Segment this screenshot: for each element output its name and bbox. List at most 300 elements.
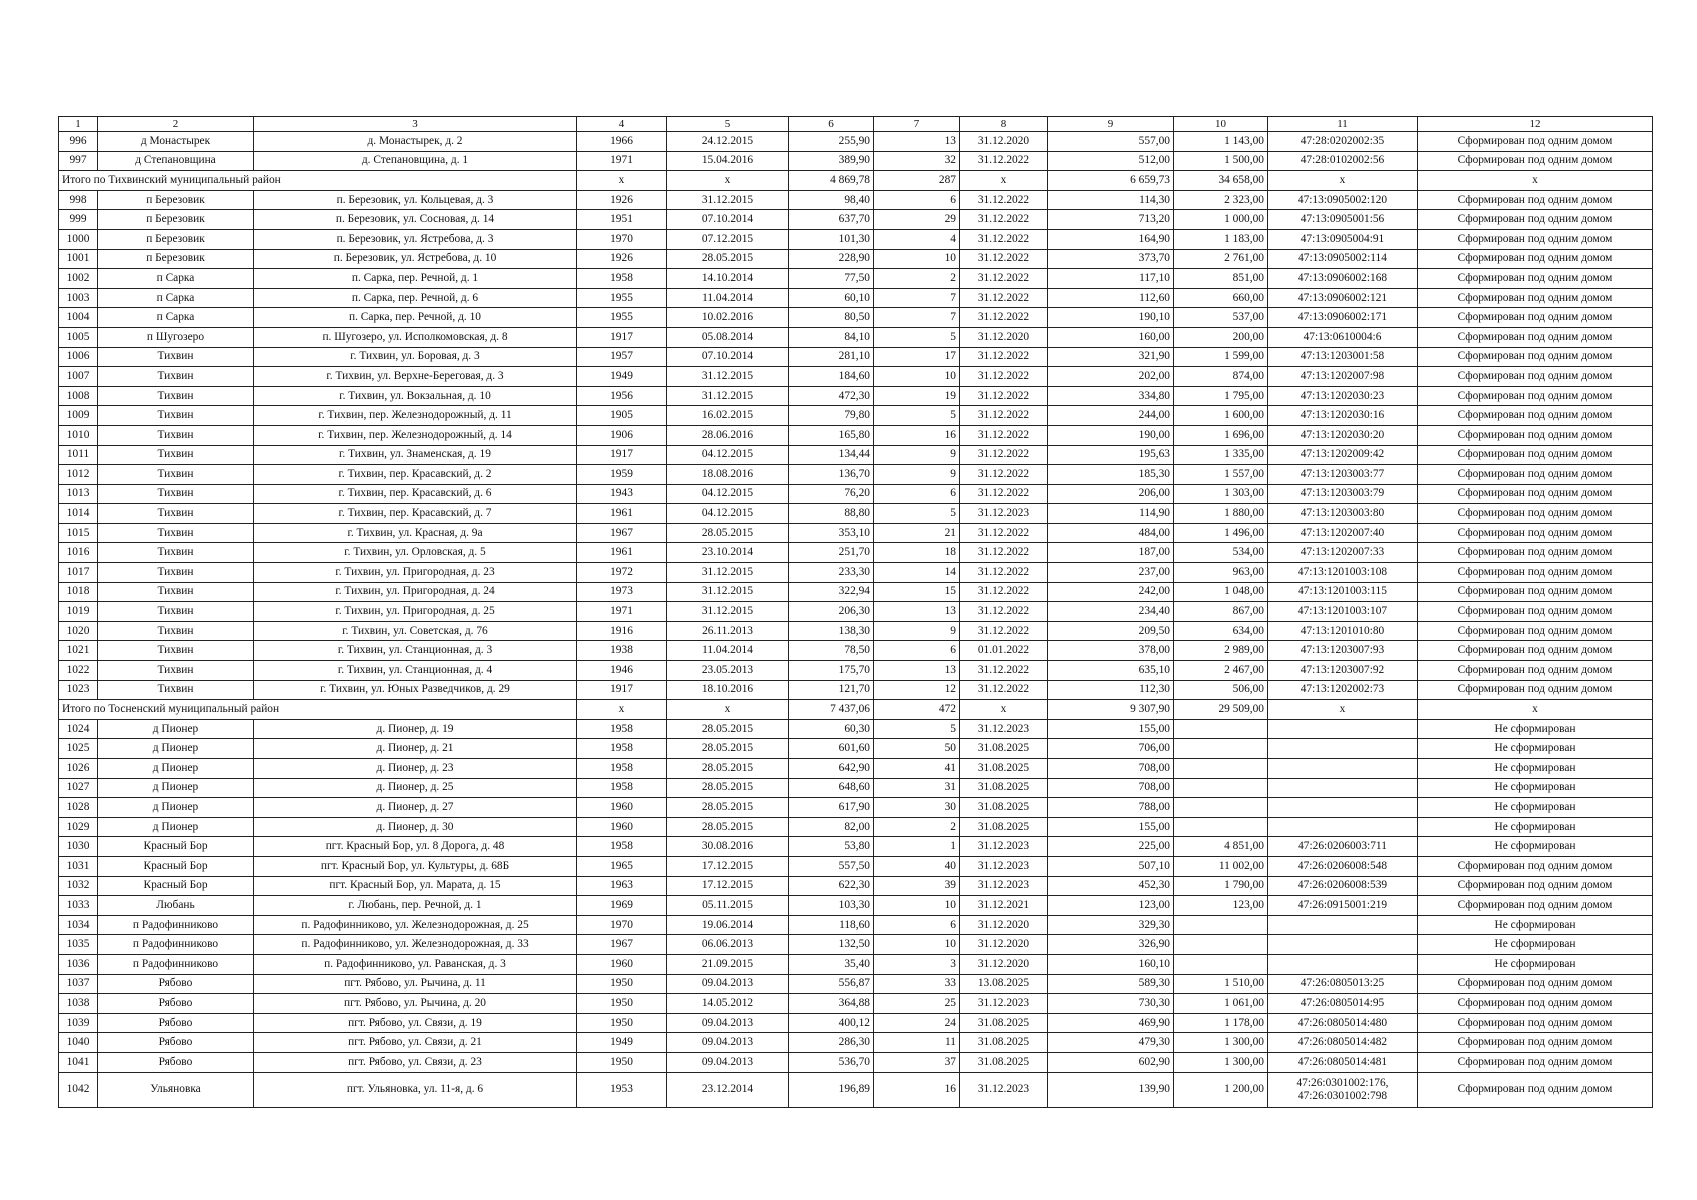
settlement: п Березовик [98, 210, 254, 230]
settlement: Красный Бор [98, 856, 254, 876]
settlement: Тихвин [98, 425, 254, 445]
subtotal-area: 4 869,78 [789, 171, 874, 191]
table-header [59, 117, 1653, 132]
table-row [59, 327, 1653, 347]
address: г. Тихвин, ул. Пригородная, д. 25 [254, 602, 577, 622]
area: 255,90 [789, 132, 874, 152]
area: 77,50 [789, 269, 874, 289]
cadastral-number: 47:13:0905004:91 [1268, 229, 1418, 249]
land-plot-area: 2 761,00 [1174, 249, 1268, 269]
address: пгт. Рябово, ул. Рычина, д. 20 [254, 994, 577, 1014]
address: п. Березовик, ул. Кольцевая, д. 3 [254, 190, 577, 210]
row-number: 1023 [59, 680, 98, 700]
cadastral-number: 47:26:0915001:219 [1268, 896, 1418, 916]
resettlement-deadline: 31.12.2022 [960, 367, 1048, 387]
cadastral-number [1268, 798, 1418, 818]
table-row [59, 641, 1653, 661]
settlement: Тихвин [98, 386, 254, 406]
address: г. Тихвин, ул. Боровая, д. 3 [254, 347, 577, 367]
settlement: Тихвин [98, 406, 254, 426]
table-row [59, 229, 1653, 249]
cadastral-number: 47:13:1203007:92 [1268, 661, 1418, 681]
survey-date: 28.06.2016 [667, 425, 789, 445]
resettlement-deadline: 31.12.2022 [960, 269, 1048, 289]
row-number: 1001 [59, 249, 98, 269]
resettlement-deadline: 31.12.2023 [960, 994, 1048, 1014]
column-header: 6 [789, 117, 874, 132]
settlement: п Сарка [98, 308, 254, 328]
table-row [59, 269, 1653, 289]
column-header: 3 [254, 117, 577, 132]
subtotal-label: Итого по Тихвинский муниципальный район [59, 171, 577, 191]
survey-date: 21.09.2015 [667, 954, 789, 974]
year-built: 1966 [577, 132, 667, 152]
land-plot-status: Сформирован под одним домом [1418, 132, 1653, 152]
year-built: 1972 [577, 563, 667, 583]
resettlement-deadline: 31.12.2022 [960, 406, 1048, 426]
resettlement-deadline: 31.08.2025 [960, 817, 1048, 837]
land-plot-area: 2 323,00 [1174, 190, 1268, 210]
land-plot-status: Сформирован под одним домом [1418, 523, 1653, 543]
column-header: 11 [1268, 117, 1418, 132]
area: 121,70 [789, 680, 874, 700]
residents: 13 [874, 661, 960, 681]
subtotal-label: Итого по Тосненский муниципальный район [59, 700, 577, 720]
land-plot-status: Сформирован под одним домом [1418, 308, 1653, 328]
row-number: 1010 [59, 425, 98, 445]
address: д. Пионер, д. 30 [254, 817, 577, 837]
land-plot-area: 537,00 [1174, 308, 1268, 328]
survey-date: 31.12.2015 [667, 190, 789, 210]
year-built: 1949 [577, 367, 667, 387]
survey-date: 31.12.2015 [667, 386, 789, 406]
planned-area: 195,63 [1048, 445, 1174, 465]
year-built: 1906 [577, 425, 667, 445]
subtotal-row [59, 700, 1653, 720]
residents: 5 [874, 504, 960, 524]
planned-area: 117,10 [1048, 269, 1174, 289]
land-plot-status: Сформирован под одним домом [1418, 425, 1653, 445]
land-plot-status: Не сформирован [1418, 817, 1653, 837]
resettlement-deadline: 31.12.2022 [960, 661, 1048, 681]
survey-date: 09.04.2013 [667, 1033, 789, 1053]
subtotal-year: x [577, 171, 667, 191]
survey-date: 11.04.2014 [667, 288, 789, 308]
row-number: 998 [59, 190, 98, 210]
table-row [59, 817, 1653, 837]
survey-date: 09.04.2013 [667, 1052, 789, 1072]
address: п. Радофинниково, ул. Раванская, д. 3 [254, 954, 577, 974]
settlement: Рябово [98, 1052, 254, 1072]
settlement: Тихвин [98, 347, 254, 367]
settlement: п Шугозеро [98, 327, 254, 347]
address: п. Березовик, ул. Сосновая, д. 14 [254, 210, 577, 230]
area: 642,90 [789, 759, 874, 779]
residents: 5 [874, 719, 960, 739]
year-built: 1967 [577, 523, 667, 543]
resettlement-deadline: 31.12.2022 [960, 308, 1048, 328]
cadastral-number: 47:26:0301002:176, 47:26:0301002:798 [1268, 1072, 1418, 1107]
subtotal-status: x [1418, 171, 1653, 191]
land-plot-status: Сформирован под одним домом [1418, 347, 1653, 367]
row-number: 1021 [59, 641, 98, 661]
row-number: 1020 [59, 621, 98, 641]
resettlement-deadline: 31.12.2022 [960, 484, 1048, 504]
settlement: д Монастырек [98, 132, 254, 152]
resettlement-deadline: 31.08.2025 [960, 1052, 1048, 1072]
cadastral-number: 47:13:0906002:168 [1268, 269, 1418, 289]
row-number: 1027 [59, 778, 98, 798]
land-plot-area: 1 496,00 [1174, 523, 1268, 543]
settlement: Тихвин [98, 445, 254, 465]
address: г. Тихвин, ул. Станционная, д. 3 [254, 641, 577, 661]
cadastral-number: 47:13:1203001:58 [1268, 347, 1418, 367]
settlement: п Радофинниково [98, 935, 254, 955]
table-row [59, 465, 1653, 485]
address: г. Любань, пер. Речной, д. 1 [254, 896, 577, 916]
area: 60,10 [789, 288, 874, 308]
settlement: Рябово [98, 974, 254, 994]
column-header: 8 [960, 117, 1048, 132]
settlement: д Пионер [98, 759, 254, 779]
land-plot-area: 506,00 [1174, 680, 1268, 700]
land-plot-status: Сформирован под одним домом [1418, 641, 1653, 661]
area: 322,94 [789, 582, 874, 602]
area: 35,40 [789, 954, 874, 974]
cadastral-number: 47:13:1202007:33 [1268, 543, 1418, 563]
row-number: 1034 [59, 915, 98, 935]
planned-area: 190,10 [1048, 308, 1174, 328]
cadastral-number: 47:28:0202002:35 [1268, 132, 1418, 152]
land-plot-status: Сформирован под одним домом [1418, 288, 1653, 308]
table-row [59, 602, 1653, 622]
row-number: 999 [59, 210, 98, 230]
land-plot-area: 1 000,00 [1174, 210, 1268, 230]
survey-date: 28.05.2015 [667, 778, 789, 798]
land-plot-status: Сформирован под одним домом [1418, 269, 1653, 289]
survey-date: 15.04.2016 [667, 151, 789, 171]
area: 82,00 [789, 817, 874, 837]
residents: 16 [874, 425, 960, 445]
row-number: 996 [59, 132, 98, 152]
survey-date: 09.04.2013 [667, 1013, 789, 1033]
year-built: 1960 [577, 954, 667, 974]
land-plot-area: 1 200,00 [1174, 1072, 1268, 1107]
planned-area: 321,90 [1048, 347, 1174, 367]
area: 138,30 [789, 621, 874, 641]
planned-area: 469,90 [1048, 1013, 1174, 1033]
land-plot-status: Не сформирован [1418, 759, 1653, 779]
year-built: 1973 [577, 582, 667, 602]
resettlement-deadline: 31.12.2022 [960, 151, 1048, 171]
residents: 6 [874, 190, 960, 210]
year-built: 1960 [577, 817, 667, 837]
settlement: Тихвин [98, 367, 254, 387]
land-plot-area: 1 300,00 [1174, 1033, 1268, 1053]
land-plot-area: 963,00 [1174, 563, 1268, 583]
land-plot-area: 634,00 [1174, 621, 1268, 641]
survey-date: 28.05.2015 [667, 817, 789, 837]
subtotal-residents: 287 [874, 171, 960, 191]
land-plot-status: Сформирован под одним домом [1418, 1013, 1653, 1033]
resettlement-deadline: 31.12.2022 [960, 445, 1048, 465]
cadastral-number: 47:13:1202007:40 [1268, 523, 1418, 543]
land-plot-status: Сформирован под одним домом [1418, 680, 1653, 700]
residents: 15 [874, 582, 960, 602]
residents: 10 [874, 935, 960, 955]
cadastral-number: 47:26:0805014:481 [1268, 1052, 1418, 1072]
land-plot-area [1174, 915, 1268, 935]
table-row [59, 563, 1653, 583]
settlement: Тихвин [98, 680, 254, 700]
resettlement-deadline: 31.12.2020 [960, 935, 1048, 955]
settlement: Рябово [98, 1013, 254, 1033]
row-number: 1025 [59, 739, 98, 759]
residents: 6 [874, 915, 960, 935]
land-plot-status: Сформирован под одним домом [1418, 896, 1653, 916]
address: г. Тихвин, ул. Советская, д. 76 [254, 621, 577, 641]
cadastral-number: 47:26:0206008:548 [1268, 856, 1418, 876]
survey-date: 18.08.2016 [667, 465, 789, 485]
resettlement-deadline: 31.08.2025 [960, 759, 1048, 779]
land-plot-area [1174, 798, 1268, 818]
planned-area: 334,80 [1048, 386, 1174, 406]
settlement: п Березовик [98, 190, 254, 210]
resettlement-deadline: 31.12.2023 [960, 837, 1048, 857]
cadastral-number [1268, 817, 1418, 837]
year-built: 1938 [577, 641, 667, 661]
table-row [59, 856, 1653, 876]
row-number: 1037 [59, 974, 98, 994]
residents: 24 [874, 1013, 960, 1033]
cadastral-number [1268, 935, 1418, 955]
cadastral-number: 47:13:1201003:108 [1268, 563, 1418, 583]
row-number: 1016 [59, 543, 98, 563]
year-built: 1959 [577, 465, 667, 485]
land-plot-status: Не сформирован [1418, 739, 1653, 759]
land-plot-area: 1 795,00 [1174, 386, 1268, 406]
land-plot-area [1174, 759, 1268, 779]
settlement: Тихвин [98, 504, 254, 524]
residents: 9 [874, 465, 960, 485]
year-built: 1960 [577, 798, 667, 818]
table-body [59, 132, 1653, 1108]
land-plot-status: Сформирован под одним домом [1418, 661, 1653, 681]
area: 76,20 [789, 484, 874, 504]
cadastral-number [1268, 719, 1418, 739]
area: 472,30 [789, 386, 874, 406]
planned-area: 112,30 [1048, 680, 1174, 700]
planned-area: 160,00 [1048, 327, 1174, 347]
area: 136,70 [789, 465, 874, 485]
settlement: Тихвин [98, 602, 254, 622]
area: 80,50 [789, 308, 874, 328]
cadastral-number: 47:26:0805014:482 [1268, 1033, 1418, 1053]
settlement: п Радофинниково [98, 915, 254, 935]
column-header: 1 [59, 117, 98, 132]
row-number: 1041 [59, 1052, 98, 1072]
subtotal-status: x [1418, 700, 1653, 720]
cadastral-number: 47:13:1203003:80 [1268, 504, 1418, 524]
year-built: 1917 [577, 327, 667, 347]
year-built: 1956 [577, 386, 667, 406]
area: 88,80 [789, 504, 874, 524]
address: г. Тихвин, ул. Юных Разведчиков, д. 29 [254, 680, 577, 700]
resettlement-deadline: 31.12.2022 [960, 249, 1048, 269]
residents: 40 [874, 856, 960, 876]
planned-area: 160,10 [1048, 954, 1174, 974]
area: 196,89 [789, 1072, 874, 1107]
settlement: Рябово [98, 1033, 254, 1053]
land-plot-status: Не сформирован [1418, 954, 1653, 974]
address: д. Пионер, д. 27 [254, 798, 577, 818]
residents: 11 [874, 1033, 960, 1053]
column-header: 7 [874, 117, 960, 132]
address: г. Тихвин, пер. Железнодорожный, д. 14 [254, 425, 577, 445]
residents: 31 [874, 778, 960, 798]
resettlement-deadline: 31.12.2022 [960, 210, 1048, 230]
land-plot-status: Сформирован под одним домом [1418, 994, 1653, 1014]
survey-date: 31.12.2015 [667, 367, 789, 387]
cadastral-number: 47:26:0206003:711 [1268, 837, 1418, 857]
planned-area: 589,30 [1048, 974, 1174, 994]
area: 103,30 [789, 896, 874, 916]
settlement: Ульяновка [98, 1072, 254, 1107]
survey-date: 26.11.2013 [667, 621, 789, 641]
residents: 41 [874, 759, 960, 779]
land-plot-area: 1 335,00 [1174, 445, 1268, 465]
settlement: Тихвин [98, 543, 254, 563]
area: 557,50 [789, 856, 874, 876]
subtotal-land-area: 34 658,00 [1174, 171, 1268, 191]
address: пгт. Рябово, ул. Связи, д. 21 [254, 1033, 577, 1053]
resettlement-deadline: 31.12.2022 [960, 621, 1048, 641]
land-plot-area: 1 557,00 [1174, 465, 1268, 485]
cadastral-number: 47:13:1202002:73 [1268, 680, 1418, 700]
row-number: 1033 [59, 896, 98, 916]
year-built: 1967 [577, 935, 667, 955]
residents: 9 [874, 445, 960, 465]
planned-area: 452,30 [1048, 876, 1174, 896]
row-number: 1003 [59, 288, 98, 308]
resettlement-deadline: 31.12.2020 [960, 915, 1048, 935]
year-built: 1958 [577, 719, 667, 739]
survey-date: 14.10.2014 [667, 269, 789, 289]
table-row [59, 661, 1653, 681]
year-built: 1926 [577, 190, 667, 210]
planned-area: 242,00 [1048, 582, 1174, 602]
survey-date: 30.08.2016 [667, 837, 789, 857]
land-plot-status: Сформирован под одним домом [1418, 856, 1653, 876]
survey-date: 31.12.2015 [667, 602, 789, 622]
land-plot-area [1174, 778, 1268, 798]
address: п. Березовик, ул. Ястребова, д. 3 [254, 229, 577, 249]
residents: 17 [874, 347, 960, 367]
year-built: 1958 [577, 837, 667, 857]
residents: 18 [874, 543, 960, 563]
address: г. Тихвин, пер. Красавский, д. 6 [254, 484, 577, 504]
address: пгт. Рябово, ул. Связи, д. 19 [254, 1013, 577, 1033]
planned-area: 112,60 [1048, 288, 1174, 308]
area: 118,60 [789, 915, 874, 935]
land-plot-area: 1 183,00 [1174, 229, 1268, 249]
year-built: 1950 [577, 974, 667, 994]
address: пгт. Ульяновка, ул. 11-я, д. 6 [254, 1072, 577, 1107]
table-row [59, 759, 1653, 779]
land-plot-area [1174, 935, 1268, 955]
residents: 6 [874, 641, 960, 661]
year-built: 1946 [577, 661, 667, 681]
settlement: п Березовик [98, 229, 254, 249]
resettlement-deadline: 31.12.2023 [960, 719, 1048, 739]
table-row [59, 132, 1653, 152]
survey-date: 18.10.2016 [667, 680, 789, 700]
year-built: 1958 [577, 269, 667, 289]
land-plot-status: Сформирован под одним домом [1418, 406, 1653, 426]
table-row [59, 994, 1653, 1014]
land-plot-status: Сформирован под одним домом [1418, 582, 1653, 602]
settlement: Тихвин [98, 621, 254, 641]
area: 389,90 [789, 151, 874, 171]
land-plot-status: Сформирован под одним домом [1418, 151, 1653, 171]
year-built: 1953 [577, 1072, 667, 1107]
table-row [59, 680, 1653, 700]
subtotal-cadastral: x [1268, 171, 1418, 191]
residents: 9 [874, 621, 960, 641]
row-number: 1015 [59, 523, 98, 543]
settlement: п Березовик [98, 249, 254, 269]
year-built: 1958 [577, 778, 667, 798]
survey-date: 07.10.2014 [667, 210, 789, 230]
table-row [59, 719, 1653, 739]
year-built: 1961 [577, 543, 667, 563]
subtotal-row [59, 171, 1653, 191]
planned-area: 788,00 [1048, 798, 1174, 818]
subtotal-area: 7 437,06 [789, 700, 874, 720]
planned-area: 713,20 [1048, 210, 1174, 230]
row-number: 1012 [59, 465, 98, 485]
area: 637,70 [789, 210, 874, 230]
year-built: 1969 [577, 896, 667, 916]
residents: 2 [874, 269, 960, 289]
address: п. Сарка, пер. Речной, д. 6 [254, 288, 577, 308]
table-row [59, 1072, 1653, 1107]
row-number: 1011 [59, 445, 98, 465]
area: 601,60 [789, 739, 874, 759]
area: 165,80 [789, 425, 874, 445]
land-plot-status: Сформирован под одним домом [1418, 504, 1653, 524]
resettlement-deadline: 31.12.2022 [960, 680, 1048, 700]
planned-area: 484,00 [1048, 523, 1174, 543]
planned-area: 708,00 [1048, 759, 1174, 779]
planned-area: 557,00 [1048, 132, 1174, 152]
row-number: 1018 [59, 582, 98, 602]
row-number: 1038 [59, 994, 98, 1014]
table-row [59, 445, 1653, 465]
cadastral-number: 47:13:1202007:98 [1268, 367, 1418, 387]
resettlement-deadline: 31.12.2022 [960, 465, 1048, 485]
land-plot-status: Сформирован под одним домом [1418, 229, 1653, 249]
cadastral-number [1268, 759, 1418, 779]
planned-area: 155,00 [1048, 719, 1174, 739]
subtotal-planned-area: 6 659,73 [1048, 171, 1174, 191]
residents: 7 [874, 288, 960, 308]
year-built: 1958 [577, 739, 667, 759]
land-plot-status: Сформирован под одним домом [1418, 1033, 1653, 1053]
settlement: Красный Бор [98, 837, 254, 857]
area: 98,40 [789, 190, 874, 210]
address: г. Тихвин, пер. Железнодорожный, д. 11 [254, 406, 577, 426]
